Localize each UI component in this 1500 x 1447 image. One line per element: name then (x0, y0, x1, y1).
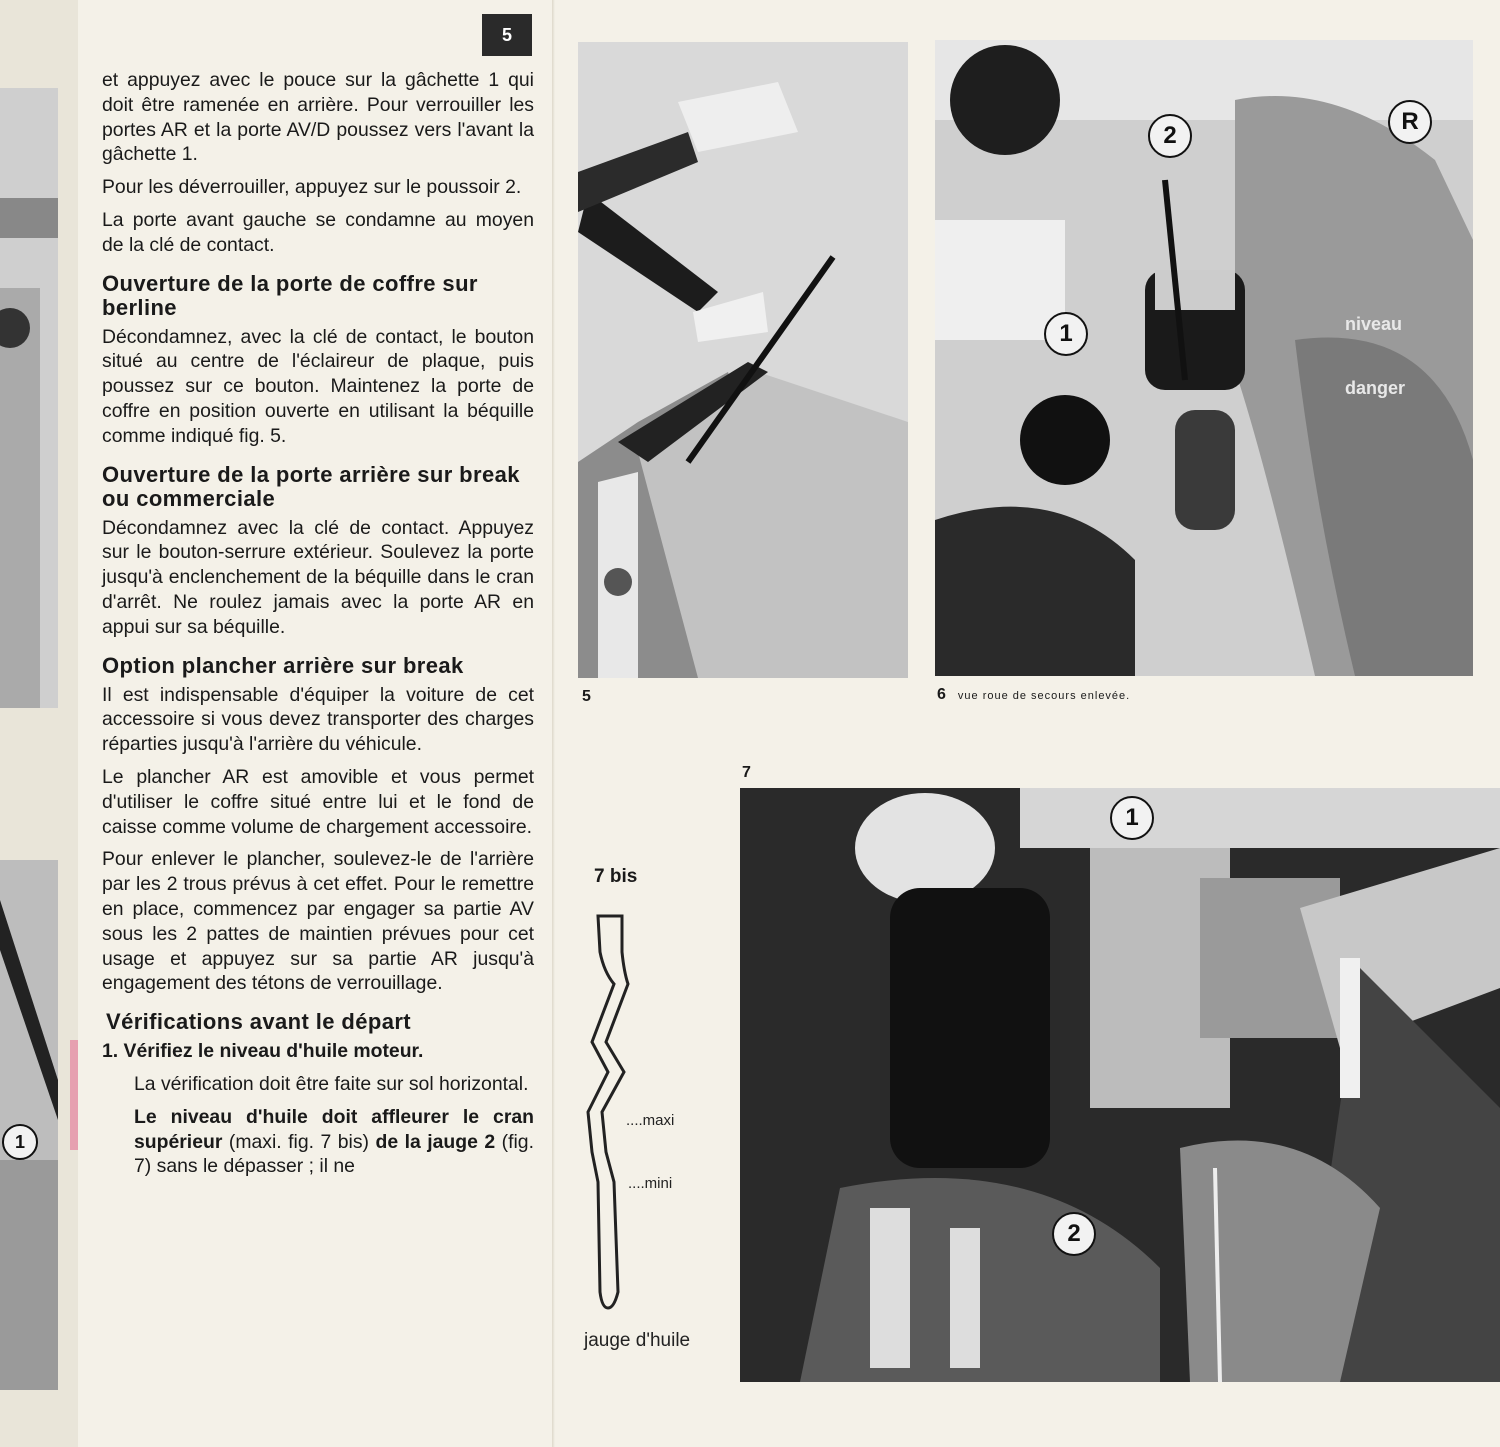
previous-page-marker: 1 (2, 1124, 38, 1160)
figure-6-caption-text: vue roue de secours enlevée. (957, 690, 1131, 702)
dipstick-mini-label: ....mini (628, 1175, 673, 1192)
previous-page-photo-bottom (0, 860, 58, 1390)
figure-5-photo (578, 42, 908, 678)
paragraph: La vérification doit être faite sur sol horizontal. (134, 1072, 529, 1095)
section-heading: Ouverture de la porte arrière sur break ou commerciale (102, 461, 520, 511)
figure-7bis-label: 7 bis (594, 866, 638, 887)
section-heading: Vérifications avant le départ (106, 1009, 412, 1035)
paragraph: Pour enlever le plancher, soulevez-le de l'arrière par les 2 trous prévus à cet effet. Pour le remettre en place, commencez par engager sa partie AV sous les 2 pattes de maintien prévues pour cet usage et appuyez sur sa partie AR jusqu'à engagement des tétons de verrouillage. (102, 848, 534, 995)
figure-6-marker-2: 2 (1148, 114, 1192, 158)
paragraph: Il est indispensable d'équiper la voiture de cet accessoire si vous devez transporter des charges réparties jusqu'à l'arrière du véhicule. (102, 683, 534, 756)
page-number: 5 (482, 14, 532, 56)
section-heading: Ouverture de la porte de coffre sur berline (102, 270, 478, 320)
figure-7-photo (740, 788, 1500, 1382)
dipstick-caption: jauge d'huile (584, 1330, 691, 1351)
figure-6-level-label: niveau (1345, 314, 1403, 334)
paragraph: Le plancher AR est amovible et vous permet d'utiliser le coffre situé entre lui et le fond de caisse comme volume de chargement accessoire. (102, 765, 534, 838)
paragraph: Décondamnez, avec la clé de contact, le bouton situé au centre de l'éclaireur de plaque, puis poussez sur ce bouton. Maintenez la porte de coffre en position ouverte en utilisant la béquille comme indiqué fig. 5. (102, 325, 534, 447)
text-column (102, 68, 534, 1187)
figure-5-label: 5 (582, 688, 591, 705)
paragraph: Décondamnez avec la clé de contact. Appuyez sur le bouton-serrure extérieur. Soulevez la porte jusqu'à enclenchement de la béquille dans le cran d'arrêt. Ne roulez jamais avec la porte AR en appui sur sa béquille. (102, 516, 534, 638)
dipstick-maxi-label: ....maxi (626, 1112, 675, 1129)
previous-page-photo-top (0, 88, 58, 708)
figure-6-caption (937, 686, 1130, 704)
paragraph: La porte avant gauche se condamne au moyen de la clé de contact. (102, 208, 534, 256)
paragraph: et appuyez avec le pouce sur la gâchette 1 qui doit être ramenée en arrière. Pour verrouiller les portes AR et la porte AV/D poussez vers l'avant la gâchette 1. (102, 69, 534, 166)
checklist-item-title: 1. Vérifiez le niveau d'huile moteur. (102, 1040, 424, 1063)
figure-6-label: 6 (937, 686, 946, 703)
figure-7-marker-2: 2 (1052, 1212, 1096, 1256)
pink-tab (70, 1040, 78, 1150)
page-spine (552, 0, 555, 1447)
paragraph (134, 1105, 534, 1179)
figure-6-danger-label: danger (1345, 378, 1406, 398)
bold-text: de la jauge 2 (375, 1130, 496, 1153)
section-heading: Option plancher arrière sur break (102, 652, 464, 678)
text: (maxi. fig. 7 bis) (222, 1130, 376, 1153)
figure-6-marker-r: R (1388, 100, 1432, 144)
bold-text: Le niveau d'huile doit affleurer le cran supérieur (134, 1105, 534, 1153)
paragraph: Pour les déverrouiller, appuyez sur le poussoir 2. (102, 176, 522, 199)
figure-7-label: 7 (742, 764, 751, 781)
figure-6-marker-1: 1 (1044, 312, 1088, 356)
figure-7-marker-1: 1 (1110, 796, 1154, 840)
text: (fig. 7) sans le dépasser ; il ne (134, 1130, 534, 1178)
